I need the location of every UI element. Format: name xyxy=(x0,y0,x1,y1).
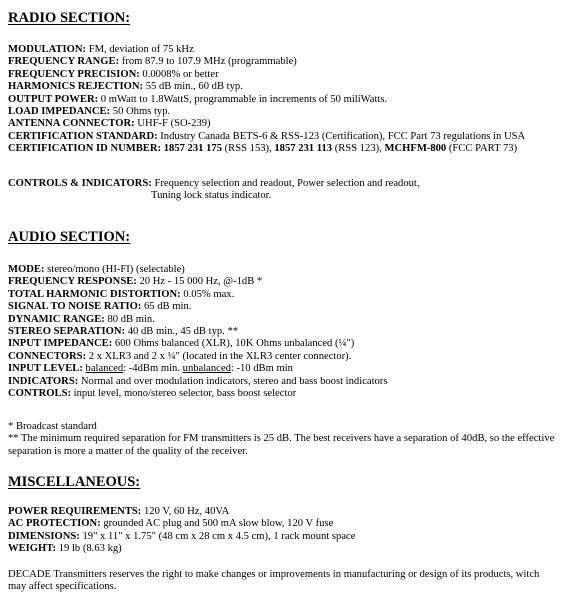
spec-output-power: OUTPUT POWER: 0 mWatt to 1.8WattS, programmable in increments of 50 miliWatts. xyxy=(8,93,388,105)
spec-mode: MODE: stereo/mono (HI-FI) (selectable) xyxy=(8,264,185,275)
spec-frequency-precision: FREQUENCY PRECISION: 0.0008% or better xyxy=(8,68,219,80)
spec-certification-id: CERTIFICATION ID NUMBER: 1857 231 175 (RSS 153), 1857 231 113 (RSS 123), MCHFM-800 (FCC PART 73) xyxy=(8,143,518,155)
spec-antenna-connector: ANTENNA CONNECTOR: UHF-F (SO-239) xyxy=(8,118,211,130)
disclaimer: DECADE Transmitters reserves the right to make changes or improvements in manufacturing or design of its products, witch may affect specifications. xyxy=(8,569,540,593)
spec-indicators: INDICATORS: Normal and over modulation indicators, stereo and bass boost indicators xyxy=(8,375,388,387)
spec-dimensions: DIMENSIONS: 19" x 11" x 1.75" (48 cm x 28 cm x 4.5 cm), 1 rack mount space xyxy=(8,530,356,542)
spec-power-requirements: POWER REQUIREMENTS: 120 V, 60 Hz, 40VA xyxy=(8,506,230,517)
misc-section-title: MISCELLANEOUS: xyxy=(8,474,141,490)
radio-section-title: RADIO SECTION: xyxy=(8,10,131,26)
spec-controls: CONTROLS: input level, mono/stereo selector, bass boost selector xyxy=(8,388,297,400)
spec-dynamic-range: DYNAMIC RANGE: 80 dB min. xyxy=(8,313,155,325)
footnote-broadcast-standard: * Broadcast standard xyxy=(8,421,97,432)
spec-weight: WEIGHT: 19 lb (8.63 kg) xyxy=(8,543,122,555)
spec-controls-indicators-line2: Tuning lock status indicator. xyxy=(151,190,272,202)
audio-notes xyxy=(8,421,560,458)
spec-modulation: MODULATION: FM, deviation of 75 kHz xyxy=(8,44,194,55)
audio-section-title: AUDIO SECTION: xyxy=(8,229,131,245)
spec-harmonics-rejection: HARMONICS REJECTION: 55 dB min., 60 dB typ. xyxy=(8,81,243,93)
spec-connectors: CONNECTORS: 2 x XLR3 and 2 x ¼" (located in the XLR3 center connector). xyxy=(8,350,352,362)
spec-thd: TOTAL HARMONIC DISTORTION: 0.05% max. xyxy=(8,288,235,300)
spec-snr: SIGNAL TO NOISE RATIO: 65 dB min. xyxy=(8,301,192,313)
spec-input-level: INPUT LEVEL: balanced: -4dBm min. unbalanced: -10 dBm min xyxy=(8,363,293,375)
audio-spec-list xyxy=(8,264,560,400)
spec-controls-indicators: CONTROLS & INDICATORS: Frequency selection and readout, Power selection and readout, xyxy=(8,178,420,189)
spec-input-impedance: INPUT IMPEDANCE: 600 Ohms balanced (XLR), 10K Ohms unbalanced (¼") xyxy=(8,338,355,350)
spec-frequency-response: FREQUENCY RESPONSE: 20 Hz - 15 000 Hz, @-1dB * xyxy=(8,276,263,288)
footnote-separation: ** The minimum required separation for FM transmitters is 25 dB. The best receivers have a separation of 40dB, so the effective separation is more a matter of the quality of the receiver. xyxy=(8,433,555,457)
misc-spec-list xyxy=(8,506,560,556)
spec-load-impedance: LOAD IMPEDANCE: 50 Ohms typ. xyxy=(8,106,171,118)
spec-stereo-separation: STEREO SEPARATION: 40 dB min., 45 dB typ. ** xyxy=(8,326,239,338)
spec-frequency-range: FREQUENCY RANGE: from 87.9 to 107.9 MHz (programmable) xyxy=(8,56,297,68)
spec-certification-standard: CERTIFICATION STANDARD: Industry Canada BETS-6 & RSS-123 (Certification), FCC Part 73 regulations in USA xyxy=(8,130,526,142)
radio-controls xyxy=(8,178,560,203)
spec-ac-protection: AC PROTECTION: grounded AC plug and 500 mA slow blow, 120 V fuse xyxy=(8,518,334,530)
radio-spec-list xyxy=(8,44,560,156)
